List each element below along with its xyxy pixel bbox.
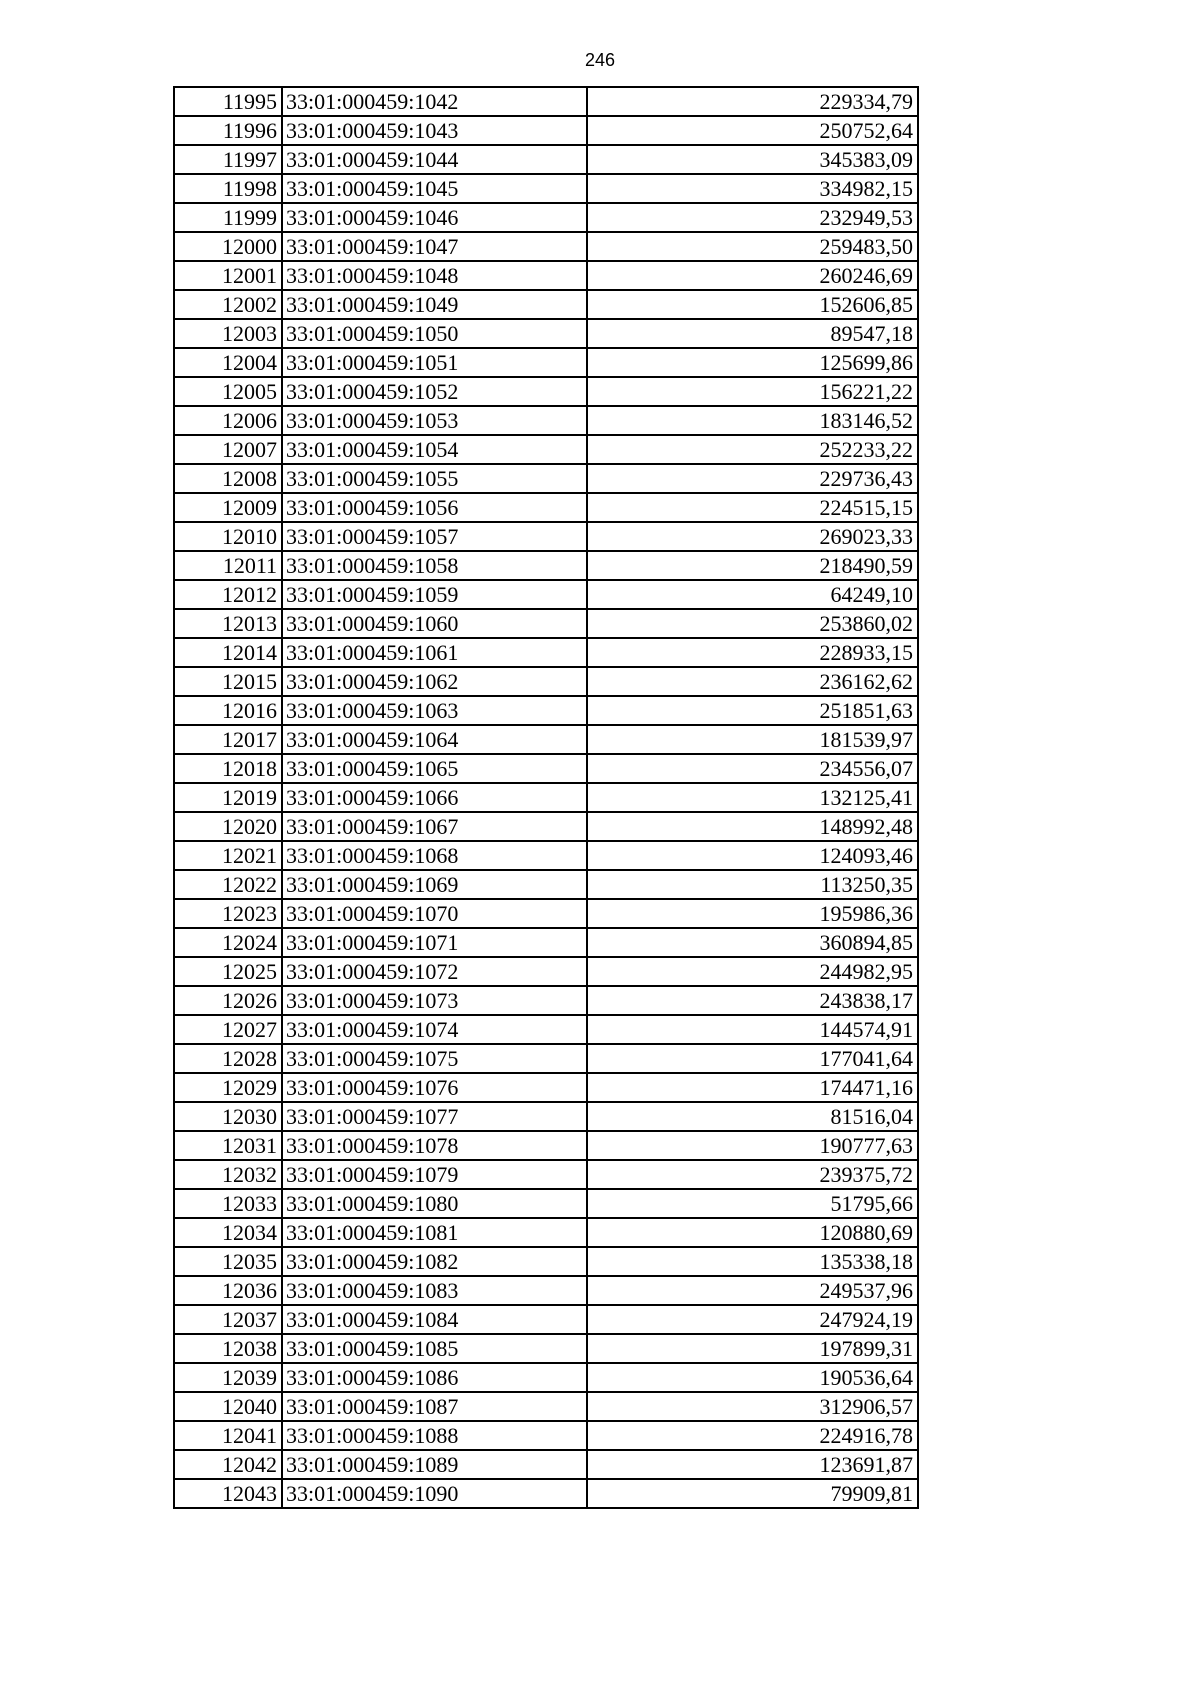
row-number-cell: 12016 bbox=[174, 696, 282, 725]
cadastral-number-cell: 33:01:000459:1045 bbox=[282, 174, 587, 203]
table-row bbox=[174, 1450, 918, 1479]
row-number-cell: 12023 bbox=[174, 899, 282, 928]
cadastral-number-cell: 33:01:000459:1078 bbox=[282, 1131, 587, 1160]
table-row bbox=[174, 87, 918, 116]
table-row bbox=[174, 696, 918, 725]
row-number-cell: 12010 bbox=[174, 522, 282, 551]
row-number-cell: 12011 bbox=[174, 551, 282, 580]
cadastral-number-cell: 33:01:000459:1051 bbox=[282, 348, 587, 377]
row-number-cell: 12015 bbox=[174, 667, 282, 696]
row-number-cell: 12043 bbox=[174, 1479, 282, 1508]
cadastral-value-cell: 64249,10 bbox=[587, 580, 918, 609]
row-number-cell: 12033 bbox=[174, 1189, 282, 1218]
cadastral-value-cell: 123691,87 bbox=[587, 1450, 918, 1479]
cadastral-number-cell: 33:01:000459:1089 bbox=[282, 1450, 587, 1479]
cadastral-number-cell: 33:01:000459:1082 bbox=[282, 1247, 587, 1276]
row-number-cell: 12034 bbox=[174, 1218, 282, 1247]
table-row bbox=[174, 1218, 918, 1247]
row-number-cell: 12006 bbox=[174, 406, 282, 435]
cadastral-number-cell: 33:01:000459:1077 bbox=[282, 1102, 587, 1131]
table-row bbox=[174, 1015, 918, 1044]
row-number-cell: 12025 bbox=[174, 957, 282, 986]
row-number-cell: 12017 bbox=[174, 725, 282, 754]
cadastral-number-cell: 33:01:000459:1047 bbox=[282, 232, 587, 261]
cadastral-number-cell: 33:01:000459:1073 bbox=[282, 986, 587, 1015]
row-number-cell: 12028 bbox=[174, 1044, 282, 1073]
row-number-cell: 12035 bbox=[174, 1247, 282, 1276]
cadastral-number-cell: 33:01:000459:1076 bbox=[282, 1073, 587, 1102]
cadastral-number-cell: 33:01:000459:1064 bbox=[282, 725, 587, 754]
row-number-cell: 12039 bbox=[174, 1363, 282, 1392]
cadastral-value-cell: 152606,85 bbox=[587, 290, 918, 319]
table-row bbox=[174, 261, 918, 290]
table-row bbox=[174, 783, 918, 812]
table-row bbox=[174, 1189, 918, 1218]
cadastral-value-cell: 224515,15 bbox=[587, 493, 918, 522]
table-row bbox=[174, 377, 918, 406]
cadastral-number-cell: 33:01:000459:1067 bbox=[282, 812, 587, 841]
cadastral-number-cell: 33:01:000459:1048 bbox=[282, 261, 587, 290]
cadastral-value-cell: 79909,81 bbox=[587, 1479, 918, 1508]
page-number: 246 bbox=[584, 50, 616, 70]
cadastral-number-cell: 33:01:000459:1084 bbox=[282, 1305, 587, 1334]
table-row bbox=[174, 116, 918, 145]
table-row bbox=[174, 841, 918, 870]
cadastral-value-table bbox=[173, 86, 919, 1509]
table-row bbox=[174, 348, 918, 377]
table-row bbox=[174, 435, 918, 464]
row-number-cell: 11998 bbox=[174, 174, 282, 203]
cadastral-value-cell: 156221,22 bbox=[587, 377, 918, 406]
table-row bbox=[174, 1334, 918, 1363]
cadastral-value-cell: 190777,63 bbox=[587, 1131, 918, 1160]
row-number-cell: 12014 bbox=[174, 638, 282, 667]
cadastral-number-cell: 33:01:000459:1050 bbox=[282, 319, 587, 348]
row-number-cell: 12018 bbox=[174, 754, 282, 783]
cadastral-value-cell: 236162,62 bbox=[587, 667, 918, 696]
table-row bbox=[174, 290, 918, 319]
cadastral-number-cell: 33:01:000459:1083 bbox=[282, 1276, 587, 1305]
table-row bbox=[174, 174, 918, 203]
row-number-cell: 11997 bbox=[174, 145, 282, 174]
cadastral-number-cell: 33:01:000459:1066 bbox=[282, 783, 587, 812]
table-row bbox=[174, 1363, 918, 1392]
row-number-cell: 11996 bbox=[174, 116, 282, 145]
table-row bbox=[174, 1247, 918, 1276]
table-row bbox=[174, 522, 918, 551]
cadastral-value-cell: 334982,15 bbox=[587, 174, 918, 203]
row-number-cell: 12041 bbox=[174, 1421, 282, 1450]
table-row bbox=[174, 319, 918, 348]
cadastral-value-cell: 251851,63 bbox=[587, 696, 918, 725]
table-row bbox=[174, 1305, 918, 1334]
cadastral-number-cell: 33:01:000459:1046 bbox=[282, 203, 587, 232]
cadastral-number-cell: 33:01:000459:1055 bbox=[282, 464, 587, 493]
cadastral-value-cell: 243838,17 bbox=[587, 986, 918, 1015]
cadastral-value-cell: 135338,18 bbox=[587, 1247, 918, 1276]
cadastral-number-cell: 33:01:000459:1074 bbox=[282, 1015, 587, 1044]
cadastral-value-cell: 125699,86 bbox=[587, 348, 918, 377]
cadastral-number-cell: 33:01:000459:1079 bbox=[282, 1160, 587, 1189]
cadastral-value-cell: 183146,52 bbox=[587, 406, 918, 435]
cadastral-value-cell: 312906,57 bbox=[587, 1392, 918, 1421]
row-number-cell: 12002 bbox=[174, 290, 282, 319]
cadastral-number-cell: 33:01:000459:1086 bbox=[282, 1363, 587, 1392]
cadastral-value-cell: 250752,64 bbox=[587, 116, 918, 145]
table-row bbox=[174, 145, 918, 174]
table-row bbox=[174, 551, 918, 580]
table-row bbox=[174, 725, 918, 754]
table-row bbox=[174, 638, 918, 667]
cadastral-value-cell: 195986,36 bbox=[587, 899, 918, 928]
cadastral-value-cell: 360894,85 bbox=[587, 928, 918, 957]
cadastral-number-cell: 33:01:000459:1070 bbox=[282, 899, 587, 928]
table-row bbox=[174, 986, 918, 1015]
cadastral-number-cell: 33:01:000459:1090 bbox=[282, 1479, 587, 1508]
cadastral-number-cell: 33:01:000459:1068 bbox=[282, 841, 587, 870]
cadastral-number-cell: 33:01:000459:1056 bbox=[282, 493, 587, 522]
row-number-cell: 12008 bbox=[174, 464, 282, 493]
row-number-cell: 12009 bbox=[174, 493, 282, 522]
cadastral-value-cell: 81516,04 bbox=[587, 1102, 918, 1131]
cadastral-value-cell: 244982,95 bbox=[587, 957, 918, 986]
cadastral-number-cell: 33:01:000459:1053 bbox=[282, 406, 587, 435]
cadastral-number-cell: 33:01:000459:1087 bbox=[282, 1392, 587, 1421]
table-row bbox=[174, 812, 918, 841]
cadastral-number-cell: 33:01:000459:1062 bbox=[282, 667, 587, 696]
cadastral-number-cell: 33:01:000459:1085 bbox=[282, 1334, 587, 1363]
cadastral-number-cell: 33:01:000459:1058 bbox=[282, 551, 587, 580]
cadastral-value-cell: 234556,07 bbox=[587, 754, 918, 783]
cadastral-number-cell: 33:01:000459:1088 bbox=[282, 1421, 587, 1450]
cadastral-value-cell: 144574,91 bbox=[587, 1015, 918, 1044]
row-number-cell: 12019 bbox=[174, 783, 282, 812]
cadastral-value-cell: 190536,64 bbox=[587, 1363, 918, 1392]
cadastral-value-cell: 252233,22 bbox=[587, 435, 918, 464]
cadastral-number-cell: 33:01:000459:1071 bbox=[282, 928, 587, 957]
cadastral-number-cell: 33:01:000459:1081 bbox=[282, 1218, 587, 1247]
cadastral-number-cell: 33:01:000459:1061 bbox=[282, 638, 587, 667]
row-number-cell: 12012 bbox=[174, 580, 282, 609]
cadastral-number-cell: 33:01:000459:1049 bbox=[282, 290, 587, 319]
cadastral-number-cell: 33:01:000459:1063 bbox=[282, 696, 587, 725]
table-row bbox=[174, 609, 918, 638]
row-number-cell: 12004 bbox=[174, 348, 282, 377]
cadastral-number-cell: 33:01:000459:1057 bbox=[282, 522, 587, 551]
row-number-cell: 12024 bbox=[174, 928, 282, 957]
row-number-cell: 12026 bbox=[174, 986, 282, 1015]
row-number-cell: 12031 bbox=[174, 1131, 282, 1160]
cadastral-value-cell: 229334,79 bbox=[587, 87, 918, 116]
table-row bbox=[174, 1131, 918, 1160]
cadastral-number-cell: 33:01:000459:1044 bbox=[282, 145, 587, 174]
row-number-cell: 11999 bbox=[174, 203, 282, 232]
cadastral-value-cell: 239375,72 bbox=[587, 1160, 918, 1189]
row-number-cell: 12036 bbox=[174, 1276, 282, 1305]
cadastral-value-cell: 174471,16 bbox=[587, 1073, 918, 1102]
cadastral-value-cell: 89547,18 bbox=[587, 319, 918, 348]
cadastral-value-cell: 269023,33 bbox=[587, 522, 918, 551]
table-row bbox=[174, 1073, 918, 1102]
cadastral-value-cell: 249537,96 bbox=[587, 1276, 918, 1305]
cadastral-value-cell: 218490,59 bbox=[587, 551, 918, 580]
cadastral-value-cell: 113250,35 bbox=[587, 870, 918, 899]
cadastral-number-cell: 33:01:000459:1075 bbox=[282, 1044, 587, 1073]
row-number-cell: 12027 bbox=[174, 1015, 282, 1044]
cadastral-number-cell: 33:01:000459:1080 bbox=[282, 1189, 587, 1218]
table-row bbox=[174, 1044, 918, 1073]
cadastral-value-cell: 259483,50 bbox=[587, 232, 918, 261]
table-row bbox=[174, 493, 918, 522]
table-row bbox=[174, 1392, 918, 1421]
table-row bbox=[174, 754, 918, 783]
table-row bbox=[174, 870, 918, 899]
cadastral-value-cell: 228933,15 bbox=[587, 638, 918, 667]
table-row bbox=[174, 406, 918, 435]
cadastral-value-cell: 51795,66 bbox=[587, 1189, 918, 1218]
cadastral-value-cell: 224916,78 bbox=[587, 1421, 918, 1450]
row-number-cell: 12032 bbox=[174, 1160, 282, 1189]
row-number-cell: 12021 bbox=[174, 841, 282, 870]
cadastral-value-cell: 148992,48 bbox=[587, 812, 918, 841]
table-row bbox=[174, 899, 918, 928]
table-row bbox=[174, 667, 918, 696]
table-row bbox=[174, 203, 918, 232]
table-row bbox=[174, 1102, 918, 1131]
row-number-cell: 12013 bbox=[174, 609, 282, 638]
row-number-cell: 12020 bbox=[174, 812, 282, 841]
row-number-cell: 12038 bbox=[174, 1334, 282, 1363]
row-number-cell: 12042 bbox=[174, 1450, 282, 1479]
cadastral-value-cell: 232949,53 bbox=[587, 203, 918, 232]
table-row bbox=[174, 580, 918, 609]
table-row bbox=[174, 928, 918, 957]
cadastral-value-cell: 177041,64 bbox=[587, 1044, 918, 1073]
row-number-cell: 12040 bbox=[174, 1392, 282, 1421]
table-row bbox=[174, 1479, 918, 1508]
table-row bbox=[174, 1276, 918, 1305]
row-number-cell: 11995 bbox=[174, 87, 282, 116]
cadastral-number-cell: 33:01:000459:1072 bbox=[282, 957, 587, 986]
table-row bbox=[174, 232, 918, 261]
row-number-cell: 12030 bbox=[174, 1102, 282, 1131]
cadastral-value-cell: 132125,41 bbox=[587, 783, 918, 812]
cadastral-number-cell: 33:01:000459:1054 bbox=[282, 435, 587, 464]
cadastral-value-cell: 124093,46 bbox=[587, 841, 918, 870]
cadastral-number-cell: 33:01:000459:1060 bbox=[282, 609, 587, 638]
cadastral-number-cell: 33:01:000459:1069 bbox=[282, 870, 587, 899]
cadastral-number-cell: 33:01:000459:1065 bbox=[282, 754, 587, 783]
row-number-cell: 12001 bbox=[174, 261, 282, 290]
row-number-cell: 12007 bbox=[174, 435, 282, 464]
row-number-cell: 12029 bbox=[174, 1073, 282, 1102]
cadastral-value-cell: 247924,19 bbox=[587, 1305, 918, 1334]
row-number-cell: 12037 bbox=[174, 1305, 282, 1334]
table-row bbox=[174, 957, 918, 986]
cadastral-number-cell: 33:01:000459:1052 bbox=[282, 377, 587, 406]
cadastral-number-cell: 33:01:000459:1042 bbox=[282, 87, 587, 116]
cadastral-value-cell: 345383,09 bbox=[587, 145, 918, 174]
table-row bbox=[174, 1160, 918, 1189]
table-row bbox=[174, 464, 918, 493]
cadastral-value-cell: 197899,31 bbox=[587, 1334, 918, 1363]
row-number-cell: 12003 bbox=[174, 319, 282, 348]
table-row bbox=[174, 1421, 918, 1450]
cadastral-value-cell: 260246,69 bbox=[587, 261, 918, 290]
row-number-cell: 12022 bbox=[174, 870, 282, 899]
row-number-cell: 12000 bbox=[174, 232, 282, 261]
cadastral-number-cell: 33:01:000459:1059 bbox=[282, 580, 587, 609]
cadastral-value-cell: 229736,43 bbox=[587, 464, 918, 493]
cadastral-value-cell: 181539,97 bbox=[587, 725, 918, 754]
cadastral-number-cell: 33:01:000459:1043 bbox=[282, 116, 587, 145]
cadastral-value-cell: 120880,69 bbox=[587, 1218, 918, 1247]
cadastral-value-cell: 253860,02 bbox=[587, 609, 918, 638]
row-number-cell: 12005 bbox=[174, 377, 282, 406]
table-body bbox=[174, 87, 918, 1508]
